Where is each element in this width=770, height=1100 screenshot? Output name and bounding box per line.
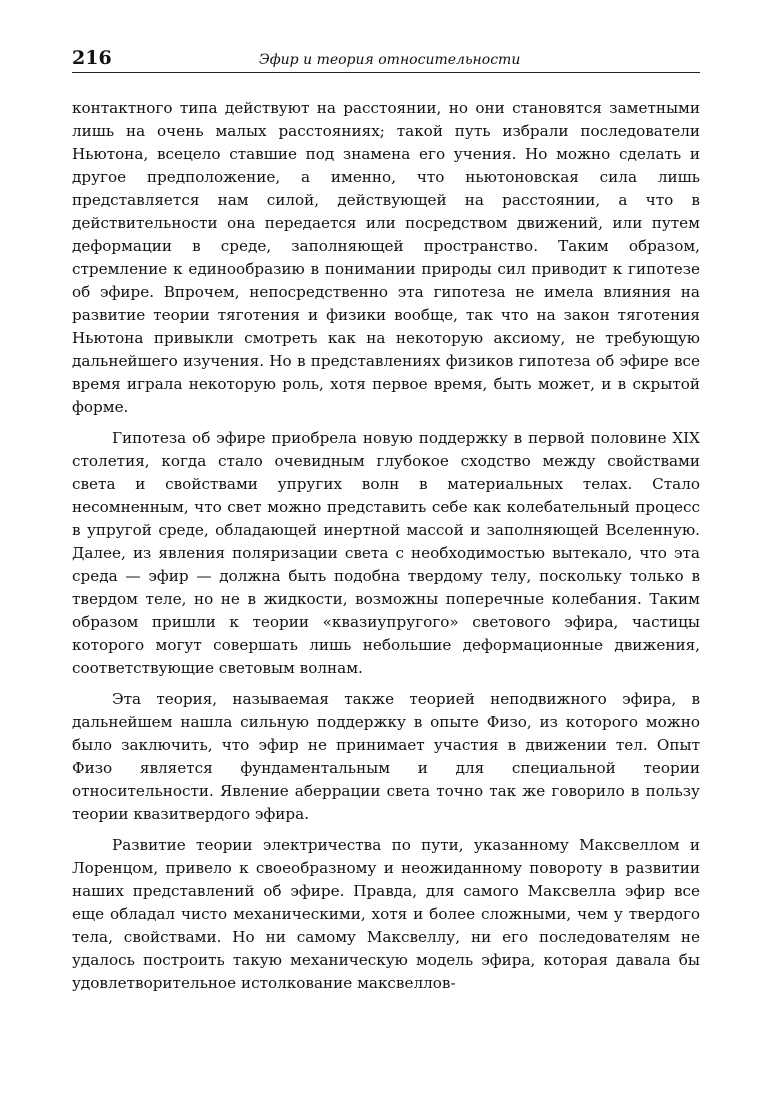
paragraph-2: Гипотеза об эфире приобрела новую поддержку в первой половине XIX столетия, когда стало очевидным глубокое сходство между свойствами света и свойствами упругих волн в материальных телах. Стало несомненным, что свет можно представить себе как колебательный процесс в упругой среде, обладающей инертной массой и заполняющей Вселенную. Далее, из явления поляризации света с необходимостью вытекало, что эта среда — эфир — должна быть подобна твердому телу, поскольку только в твердом теле, но не в жидкости, возможны поперечные колебания. Таким образом пришли к теории «квазиупругого» светового эфира, частицы которого могут совершать лишь небольшие деформационные движения, соответствующие световым волнам. xyxy=(72,429,700,677)
paragraph-4: Развитие теории электричества по пути, указанному Максвеллом и Лоренцом, привело к своеобразному и неожиданному повороту в развитии наших представлений об эфире. Правда, для самого Максвелла эфир все еще обладал чисто механическими, хотя и более сложными, чем у твердого тела, свойствами. Но ни самому Максвеллу, ни его последователям не удалось построить такую механическую модель эфира, которая давала бы удовлетворительное истолкование максвеллов- xyxy=(72,836,700,992)
book-page xyxy=(72,46,700,1003)
page-number: 216 xyxy=(72,47,112,69)
paragraph-3: Эта теория, называемая также теорией неподвижного эфира, в дальнейшем нашла сильную поддержку в опыте Физо, из которого можно было заключить, что эфир не принимает участия в движении тел. Опыт Физо является фундаментальным и для специальной теории относительности. Явление аберрации света точно так же говорило в пользу теории квазитвердого эфира. xyxy=(72,690,700,823)
page-header xyxy=(72,46,700,73)
paragraph-1: контактного типа действуют на расстоянии, но они становятся заметными лишь на очень малых расстояниях; такой путь избрали последователи Ньютона, всецело ставшие под знамена его учения. Но можно сделать и другое предположение, а именно, что ньютоновская сила лишь представляется нам силой, действующей на расстоянии, а что в действительности она передается или посредством движений, или путем деформации в среде, заполняющей пространство. Таким образом, стремление к единообразию в понимании природы сил приводит к гипотезе об эфире. Впрочем, непосредственно эта гипотеза не имела влияния на развитие теории тяготения и физики вообще, так что на закон тяготения Ньютона привыкли смотреть как на некоторую аксиому, не требующую дальнейшего изучения. Но в представлениях физиков гипотеза об эфире все время играла некоторую роль, хотя первое время, быть может, и в скрытой форме. xyxy=(72,99,700,416)
running-title: Эфир и теория относительности xyxy=(259,52,521,68)
body-text xyxy=(72,97,700,995)
